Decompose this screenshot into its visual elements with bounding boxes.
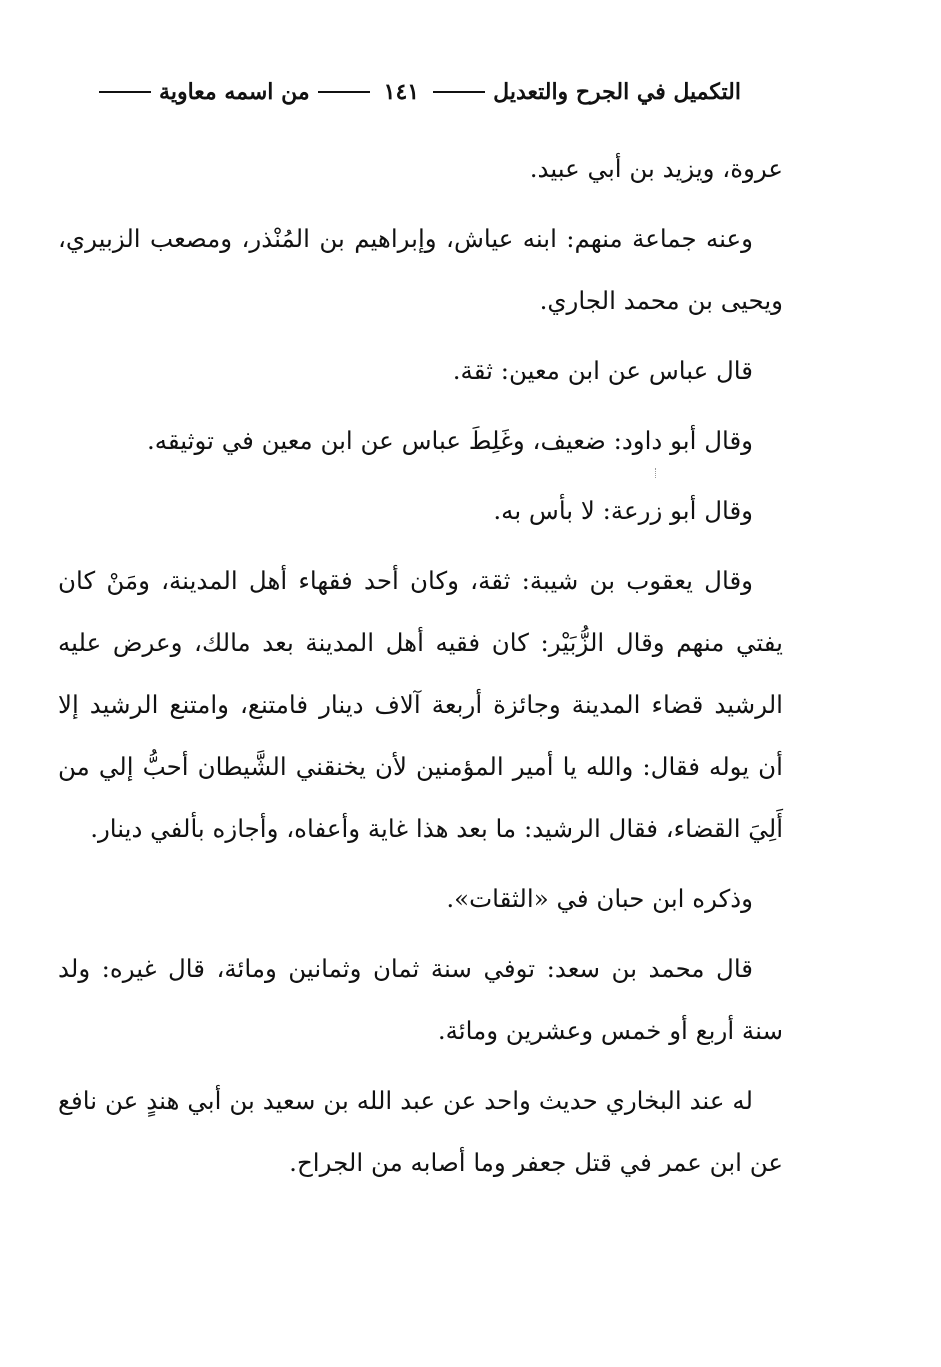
paragraph: وعنه جماعة منهم: ابنه عياش، وإبراهيم بن المُنْذر، ومصعب الزبيري، ويحيى بن محمد الجاري. xyxy=(58,224,783,315)
paragraph: وقال يعقوب بن شيبة: ثقة، وكان أحد فقهاء أهل المدينة، ومَنْ كان يفتي منهم وقال الزُّبَيْر: كان فقيه أهل المدينة بعد مالك، وعرض عليه الرشيد قضاء المدينة وجائزة أربعة آلاف دينار فامتنع، وامتنع الرشيد إلا أن يوله فقال: والله يا أمير المؤمنين لأن يخنقني الشَّيطان أحبُّ إلي من أَلِيَ القضاء، فقال الرشيد: ما بعد هذا غاية وأعفاه، وأجازه بألفي دينار. xyxy=(58,566,783,843)
entry-name: من اسمه معاوية xyxy=(159,79,310,105)
paragraph: وذكره ابن حبان في «الثقات». xyxy=(446,884,753,913)
main-text xyxy=(58,138,783,1202)
paragraph: وقال أبو داود: ضعيف، وغَلِطَ عباس عن ابن معين في توثيقه. xyxy=(146,426,753,455)
header-rule xyxy=(318,91,370,93)
header-rule xyxy=(433,91,485,93)
book-title: التكميل في الجرح والتعديل xyxy=(493,79,741,105)
running-header xyxy=(91,72,741,112)
paragraph: له عند البخاري حديث واحد عن عبد الله بن سعيد بن أبي هندٍ عن نافع عن ابن عمر في قتل جعفر وما أصابه من الجراح. xyxy=(58,1086,783,1177)
header-rule xyxy=(99,91,151,93)
paragraph: عروة، ويزيد بن أبي عبيد. xyxy=(529,154,783,183)
paragraph: قال عباس عن ابن معين: ثقة. xyxy=(452,356,753,385)
paragraph: قال محمد بن سعد: توفي سنة ثمان وثمانين ومائة، قال غيره: ولد سنة أربع أو خمس وعشرين ومائة. xyxy=(58,954,783,1045)
paragraph: وقال أبو زرعة: لا بأس به. xyxy=(493,496,753,525)
page-number: ١٤١ xyxy=(383,79,420,105)
scan-speck xyxy=(655,468,659,478)
